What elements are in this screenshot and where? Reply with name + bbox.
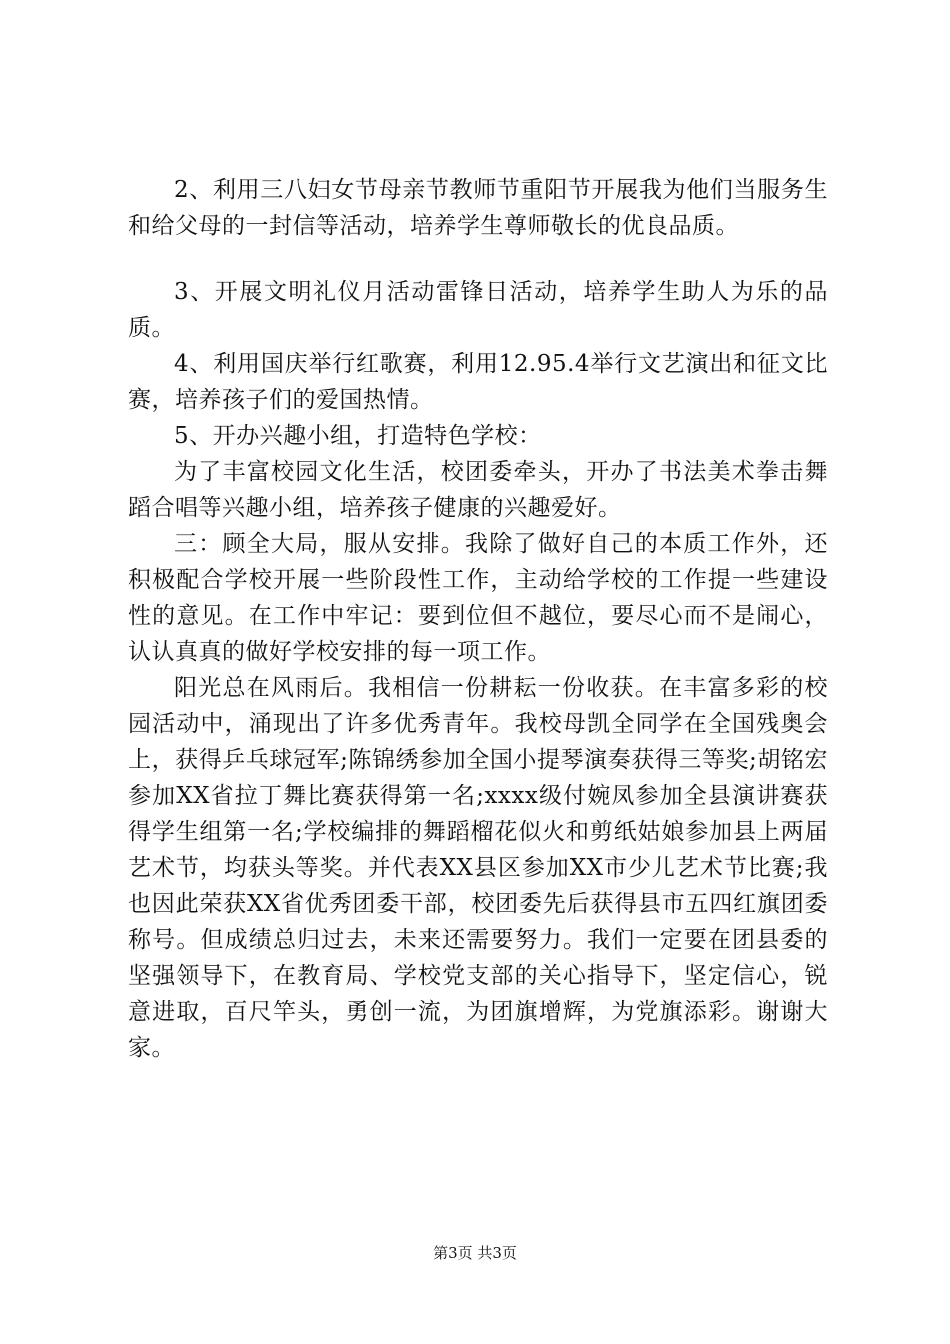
- paragraph-overall-situation: 三：顾全大局，服从安排。我除了做好自己的本质工作外，还积极配合学校开展一些阶段性工作，主动给学校的工作提一些建设性的意见。在工作中牢记：要到位但不越位，要尽心而不是闹心，认认真真的做好学校安排的每一项工作。: [128, 531, 828, 665]
- page-footer: 第3页 共3页: [433, 1244, 517, 1262]
- paragraph-interest-groups: 为了丰富校园文化生活，校团委牵头，开办了书法美术拳击舞蹈合唱等兴趣小组，培养孩子健康的兴趣爱好。: [128, 459, 828, 521]
- paragraph-4: 4、利用国庆举行红歌赛，利用12.95.4举行文艺演出和征文比赛，培养孩子们的爱国热情。: [128, 351, 828, 413]
- document-body: [128, 172, 828, 1066]
- paragraph-conclusion: 阳光总在风雨后。我相信一份耕耘一份收获。在丰富多彩的校园活动中，涌现出了许多优秀青年。我校母凯全同学在全国残奥会上，获得乒乓球冠军;陈锦绣参加全国小提琴演奏获得三等奖;胡铭宏参加XX省拉丁舞比赛获得第一名;xxxx级付婉凤参加全县演讲赛获得学生组第一名;学校编排的舞蹈榴花似火和剪纸姑娘参加县上两届艺术节，均获头等奖。并代表XX县区参加XX市少儿艺术节比赛;我也因此荣获XX省优秀团委干部，校团委先后获得县市五四红旗团委称号。但成绩总归过去，未来还需要努力。我们一定要在团县委的坚强领导下，在教育局、学校党支部的关心指导下，坚定信心，锐意进取，百尺竿头，勇创一流，为团旗增辉，为党旗添彩。谢谢大家。: [128, 675, 828, 1061]
- paragraph-3: 3、开展文明礼仪月活动雷锋日活动，培养学生助人为乐的品质。: [128, 279, 828, 341]
- paragraph-2: 2、利用三八妇女节母亲节教师节重阳节开展我为他们当服务生和给父母的一封信等活动，培养学生尊师敬长的优良品质。: [128, 177, 828, 239]
- paragraph-gap: [128, 244, 828, 274]
- paragraph-5: 5、开办兴趣小组，打造特色学校：: [174, 423, 542, 449]
